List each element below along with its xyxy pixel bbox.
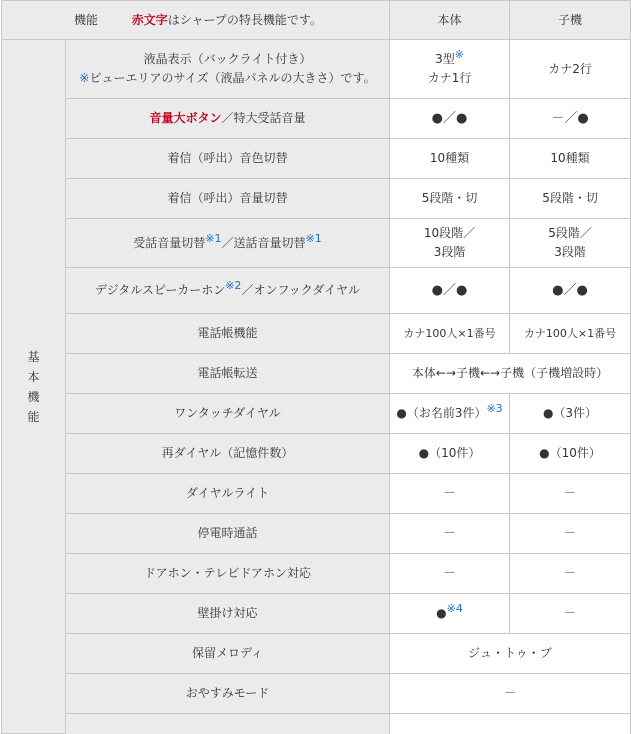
table-row-partial	[2, 714, 631, 734]
feature-label: ワンタッチダイヤル	[66, 394, 390, 434]
feature-label: おやすみモード	[66, 674, 390, 714]
feature-cell-empty	[66, 714, 390, 734]
feature-cell	[66, 219, 390, 268]
handset-value: －	[510, 554, 631, 594]
note-mark: ※	[79, 71, 90, 85]
handset-value: －	[510, 514, 631, 554]
main-value: 3型	[435, 52, 455, 66]
table-row	[2, 514, 631, 554]
table-row	[2, 268, 631, 314]
spec-table	[1, 0, 631, 734]
note-mark: ※2	[225, 279, 242, 292]
handset-value: カナ100人×1番号	[510, 314, 631, 354]
feature-label: ／送話音量切替	[221, 235, 306, 250]
note-mark: ※4	[446, 602, 463, 615]
merged-value: ジュ・トゥ・ブ	[390, 634, 631, 674]
value-cell-empty	[390, 714, 631, 734]
handset-value: －	[510, 474, 631, 514]
main-value-cell	[390, 40, 510, 99]
handset-value: 5段階／	[548, 226, 592, 240]
note-mark: ※1	[205, 231, 222, 245]
feature-cell	[66, 268, 390, 314]
main-value: 3段階	[433, 245, 466, 259]
table-row	[2, 434, 631, 474]
handset-value: ●（10件）	[510, 434, 631, 474]
feature-label: ダイヤルライト	[66, 474, 390, 514]
handset-value: 10種類	[510, 139, 631, 179]
feature-label: 保留メロディ	[66, 634, 390, 674]
main-value: －	[390, 474, 510, 514]
category-label: 基本機能	[27, 349, 40, 424]
main-value: ●／●	[390, 268, 510, 314]
header-row	[2, 1, 631, 40]
main-value-cell	[390, 219, 510, 268]
merged-value: －	[390, 674, 631, 714]
handset-value: ●（3件）	[510, 394, 631, 434]
main-value: －	[390, 554, 510, 594]
handset-value-cell	[510, 219, 631, 268]
table-row	[2, 219, 631, 268]
feature-label: 電話帳転送	[66, 354, 390, 394]
feature-red-label: 音量大ボタン	[149, 111, 222, 125]
main-value: －	[390, 514, 510, 554]
main-value-cell	[390, 594, 510, 634]
main-value: 10段階／	[423, 226, 476, 240]
category-cell	[2, 40, 66, 734]
handset-value: カナ2行	[510, 40, 631, 99]
feature-cell	[66, 99, 390, 139]
main-value: ●（お名前3件）	[396, 406, 487, 420]
note-mark: ※	[454, 48, 464, 61]
feature-label: 電話帳機能	[66, 314, 390, 354]
table-row	[2, 474, 631, 514]
main-value: 5段階・切	[390, 179, 510, 219]
feature-label: 再ダイヤル（記憶件数）	[66, 434, 390, 474]
handset-value: －／●	[510, 99, 631, 139]
table-row	[2, 394, 631, 434]
handset-value: 5段階・切	[510, 179, 631, 219]
note-mark: ※1	[305, 231, 322, 245]
feature-line: ビューエリアのサイズ（液晶パネルの大きさ）です。	[89, 71, 376, 85]
main-value-cell	[390, 394, 510, 434]
table-row	[2, 674, 631, 714]
handset-value: －	[510, 594, 631, 634]
header-handset: 子機	[510, 1, 631, 40]
note-mark: ※3	[486, 402, 503, 415]
table-row	[2, 314, 631, 354]
table-row	[2, 40, 631, 99]
table-row	[2, 634, 631, 674]
feature-label: ドアホン・テレビドアホン対応	[66, 554, 390, 594]
table-row	[2, 99, 631, 139]
feature-label: 着信（呼出）音色切替	[66, 139, 390, 179]
feature-line: 液晶表示（バックライト付き）	[143, 52, 312, 66]
main-value: ●	[436, 606, 447, 620]
header-red-text: 赤文字	[131, 12, 168, 27]
table-row	[2, 179, 631, 219]
feature-label: デジタルスピーカーホン	[95, 283, 226, 297]
main-value: ●（10件）	[390, 434, 510, 474]
feature-label: ／オンフックダイヤル	[241, 283, 360, 297]
table-row	[2, 139, 631, 179]
table-row	[2, 354, 631, 394]
feature-label: 壁掛け対応	[66, 594, 390, 634]
handset-value: 3段階	[554, 245, 586, 259]
feature-label: 停電時通話	[66, 514, 390, 554]
header-feature-cell	[2, 1, 390, 40]
feature-label: ／特大受話音量	[221, 111, 306, 125]
feature-cell	[66, 40, 390, 99]
main-value: ●／●	[390, 99, 510, 139]
header-feature-label: 機能	[74, 12, 99, 27]
main-value: カナ100人×1番号	[390, 314, 510, 354]
feature-label: 受話音量切替	[133, 235, 206, 250]
merged-value: 本体←→子機←→子機（子機増設時）	[390, 354, 631, 394]
feature-label: 着信（呼出）音量切替	[66, 179, 390, 219]
header-main-unit: 本体	[390, 1, 510, 40]
table-row	[2, 554, 631, 594]
main-value: 10種類	[390, 139, 510, 179]
table-row	[2, 594, 631, 634]
header-suffix: はシャープの特長機能です。	[167, 12, 322, 27]
main-value: カナ1行	[427, 71, 472, 85]
handset-value: ●／●	[510, 268, 631, 314]
